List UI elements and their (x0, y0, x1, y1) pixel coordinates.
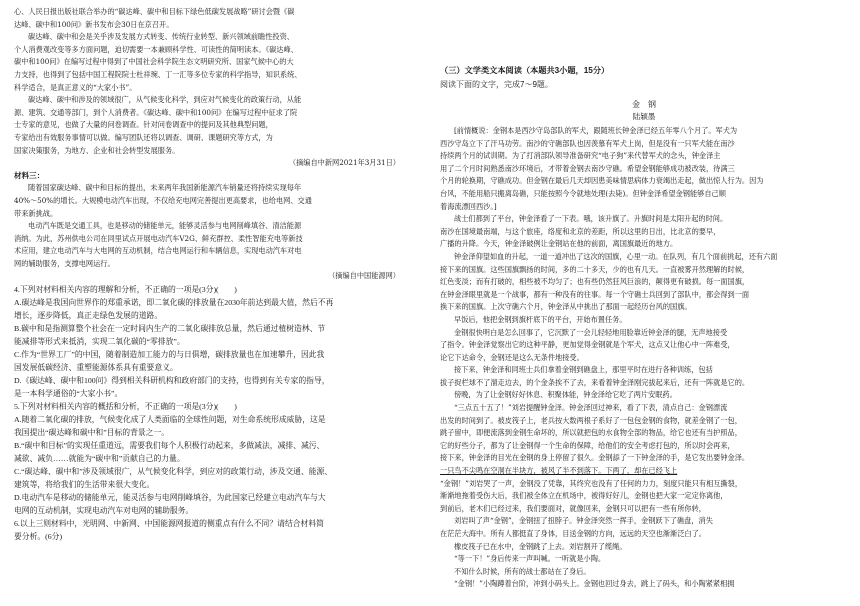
text-line: 术应用，建立电动汽车与大电网的互动机制，结合电网运行和车辆信息，实现电动汽车对电 (14, 246, 302, 256)
story-preface (440, 125, 848, 213)
question-line: A.碳达峰是我国向世界作的郑重承诺，即二氧化碳的排放量在2030年前达到最大值，然后不再 (14, 298, 334, 308)
story-title: 金 钢 (632, 100, 656, 109)
text-line: 在钟金泽眼里就是一个战事，都有一种没有的往事。每一个守礁士兵回到了部队中，都会得到一面 (440, 289, 750, 299)
material-two-text (14, 6, 424, 157)
material-three-label: 材料三： (14, 170, 45, 180)
reading-instruction: 阅读下面的文字，完成7～9题。 (440, 80, 553, 89)
text-line: 着海流漂回西沙。] (440, 201, 497, 211)
text-line: 台风，不能用船只搬离岛礁，只能按照今令就地处理(去毙)。但钟金泽希望金钢能够自己顺 (440, 188, 726, 198)
text-line: 个月的轮换期，守礁成功。但金钢在最后几天却因患美味情思病体力衰竭出走起，做出惊人行为。因为 (440, 176, 764, 186)
text-line: 科学适合，是真正意义的“大家小书”。 (14, 82, 137, 92)
question-line: 增长，逐步降低，真正走绿色发展的道路。 (14, 311, 163, 321)
text-line: 带来新挑战。 (14, 208, 58, 218)
text-line: 不知什么时候，所有的战士都站在了身后。 (454, 566, 591, 576)
text-line: 40%～50%的增长。大规模电动汽车出现，不仅给充电网完善提出更高要求，也给电网、交通 (14, 195, 312, 205)
text-line: [前情概说：金钢本是西沙守岛部队的军犬，跟随班长钟金泽已经五年零八个月了。军犬为 (454, 126, 738, 135)
question-line: 减欲、减负……就能为“碳中和”贡献自己的力量。 (14, 454, 185, 464)
question-line: A.随着二氧化碳的排放，气候变化成了人类面临的全球性问题，对生命系统形成威胁，这是 (14, 415, 326, 425)
question-line: 5.下列对材料相关内容的概括和分析，不正确的一项是(3分)( ) (14, 402, 237, 412)
question-line: 能减排等形式来抵消，实现二氧化碳的“零排放”。 (14, 337, 185, 347)
question-line: 我国提出“碳达峰和碳中和”目标的背景之一。 (14, 428, 170, 438)
question-line: B.碳中和是指测算整个社会在一定时间内生产的二氧化碳排放总量，然后通过植树造林、节 (14, 324, 326, 334)
story-body (440, 213, 848, 591)
text-line: 网的辅助服务，支撑电网运行。 (14, 258, 115, 268)
text-line: 它的好些分子，都为了让金钢得一个生命的保障，给他们的安全考虑打包的，所以时会再来， (440, 440, 735, 450)
text-line: “等一下！”身后传来一声叫喊。一听就是小陶。 (454, 554, 606, 564)
question-line: 电网的互动机制，实现电动汽车对电网的辅助服务。 (14, 506, 194, 516)
left-column (14, 6, 424, 543)
question-line: 是一本科学通俗的“大家小书”。 (14, 389, 123, 399)
text-line: 出发的时间到了。被皮筏子上，老兵按大数两根子系好了一包包金钢的食物，就差金钢了一包， (440, 415, 742, 425)
text-line: 刘岩叫了声“金钢”，金钢扭了扭脖子。钟金泽突然一挥手，金钢跃下了礁盘，消失 (454, 516, 713, 526)
text-line: 钟金泽仰望如血的升起，一道一道冲出了这次的国旗，心里一动。在队列，有几个面前挑起，还有六面 (454, 251, 778, 261)
text-line: 金钢很快明白是怎么回事了，它沉默了一会儿轻轻地用脸靠近钟金泽的腿，无声地接受 (454, 327, 728, 337)
text-line: 士专家的意见，也做了大量的问卷调查。针对问卷调查中的提问及其他典型问题， (14, 120, 273, 130)
text-line: 南沙在国境最南端，与这个旅座，络度和北京的差距，所以这里的日出，比北京的要早， (440, 226, 721, 236)
text-line: 碳中和100问》在编写过程中得到了中国社会科学院生态文明研究所、国家气候中心的大 (14, 57, 294, 67)
text-line: 接下来的国旗。这些国旗飘扬的时间，多的二十多天，少的也有几天。一直被雾开然理解的时候， (440, 264, 750, 274)
text-line: 到前后，老木们已经过来，我们要面对，就像回来，金钢只可以把有一些有所你转， (440, 503, 706, 513)
question-line: C.作为“世界工厂”的中国，随着制造加工能力的与日俱增，碳排放量也在加速攀升，因此我 (14, 350, 325, 360)
text-line: 红色变淡；而有打破的，相些被不均匀了；也有些仍然狂风巨浪的，颠得更有破损。每一面国旗， (440, 277, 750, 287)
text-line: 电动汽车既是交通工具，也是移动的储能单元，能够灵活参与电网削峰填谷、清洁能源 (28, 221, 302, 231)
question-line: 要分析。(6分) (14, 532, 63, 542)
text-line: 跳子留中，即便流落到金钢生命坏的，所以就把包的水食物全部的物品，给它也还有当护照品， (440, 428, 742, 438)
text-line: 渐渐地拖着受伤大后，我们被全体立在机场中，被得好好儿，金钢也把大家一定定你离他， (440, 491, 728, 501)
text-line: 专家给出有效服务事情可以做。编写团队还将以调查、调研、课题研究等方式，为 (14, 132, 273, 142)
text-line: 国家决策服务，为地方、企业和社会转型发展服务。 (14, 145, 180, 155)
text-line: 西沙守岛立下了汗马功劳。南沙的守礁部队也因羡慕有军犬上岗，但是没有一只军犬能在南沙 (440, 138, 735, 148)
text-line: 广播的升降。今天，钟金泽破例让金钢站在他的前面，离国旗最近的地方。 (440, 239, 678, 249)
text-line: “三点五十五了！”刘岩提醒钟金泽。钟金泽回过神来，看了下表，清点自己：金钢漂流 (454, 403, 728, 413)
text-line: 碳达峰、碳中和涉及的领域很广，从气候变化科学，到应对气候变化的政策行动，从能 (28, 95, 302, 105)
question-line: 建筑等，将给我们的生活带来很大变化。 (14, 480, 155, 490)
text-line: 论它下达命令，金钢还是这么无条件地接受。 (440, 352, 584, 362)
text-line: “金钢！”小陶蹲着台阶，冲到小码头上。金钢也回过身去，跳上了码头，和小陶紧紧相拥 (454, 579, 735, 589)
source-citation-1: （摘编自中新网2021年3月31日） (288, 158, 400, 168)
text-line: 拔子捉栏球不了溜走边去，的个金条挨不了去，来看着钟金泽刚完拔起来后，还有一阵就是它的。 (440, 377, 750, 387)
question-line: C.“碳达峰、碳中和”涉及领域很广，从气候变化科学，到应对的政策行动，涉及交通、能源、 (14, 467, 333, 477)
question-line: D.《碳达峰、碳中和100问》得到相关科研机构和政府部门的支持，也得到有关专家的指导， (14, 376, 330, 386)
section-title: （三）文学类文本阅读（本题共3小题，15分） (440, 66, 610, 75)
text-line: 傍晚，为了让金钢好好休息、积聚体能，钟金泽给它吃了两片安眠药。 (454, 390, 677, 400)
text-line: 在茫茫大海中。所有人都挺直了身体，目送金钢的方向，远远的天空也渐渐泛白了。 (440, 529, 706, 538)
text-line: 换下来的国旗。上次守礁六个月，钟金泽从中挑出了那面一起经历台风的国旗。 (440, 302, 692, 312)
text-line: 持续两个月的试训期。为了打消部队领导准备研究“电子狗”来代替军犬的念头，钟金泽主 (440, 151, 721, 161)
question-line: B.“碳中和目标”的实现任重道远，需要我们每个人积极行动起来，多做减法，减排、减污、 (14, 441, 325, 451)
question-line: 4.下列对材料相关内容的理解和分析，不正确的一项是(3分)( ) (14, 285, 237, 295)
material-three-text (14, 182, 424, 270)
right-column (440, 6, 848, 591)
text-line: 随着国家碳达峰、碳中和目标的提出，未来两年我国新能源汽车销量还将持续实现每年 (28, 183, 302, 193)
text-line: 个人消费观改变等多方面问题，迫切需要一本兼顾科学性、可读性的简明读本。《碳达峰、 (14, 44, 298, 54)
questions-block (14, 283, 424, 543)
text-line: 消纳。为此，苏州供电公司在同里试点开展电动汽车V2G、鲜充群控、柔性智能充电等新技 (14, 233, 303, 243)
text-line: “金钢！”刘岩哭了一声，金钢没了凭靠，其终究也没有了任何的力力，刻度只能只有相互撕裂， (440, 478, 743, 488)
text-line: 接下来，钟金泽的目光在金钢的身上停留了很久。金钢舔了一下钟金泽的手，是它发出要钟金泽。 (440, 453, 750, 463)
text-line: 接下来，钟金泽和同班士兵们拿着金钢到礁盘上，那里平时在进行各种训练，包括 (454, 365, 713, 375)
text-line: 橡皮筏子已在水中，金钢跳了上去。刘岩割开了缆绳。 (454, 541, 627, 551)
text-line: 用了二个月时间熟悉南沙环境后，才带着金钢去南沙守礁。希望金钢能够成功被改装，待满三 (440, 163, 735, 173)
text-line: 一只鸟不尖鸣在空洞在半块方，被风了半不到落下。下两了，却在已经飞上 (440, 466, 678, 476)
text-line: 达峰、碳中和100问》新书发布会30日在京召开。 (14, 19, 174, 29)
text-line: 战士们都到了平台，钟金泽看了一下表。哦，该升旗了。升旗时间是太阳升起的时间。 (454, 214, 728, 224)
question-line: 6.以上三则材料中，光明网、中新网、中国能源网报道的侧重点有什么不同？请结合材料简 (14, 519, 324, 529)
text-line: 碳达峰、碳中和会是关乎涉及发展方式转变、传统行业转型、新兴领域前瞻性投资、 (28, 32, 294, 42)
source-citation-2: （摘编自中国能源网） (328, 271, 400, 281)
text-line: 源、建筑、交通等部门，到个人消费者。《碳达峰、碳中和100问》在编写过程中征求了院 (14, 107, 298, 117)
question-line: 国发展低碳经济、重塑能源体系具有重要意义。 (14, 363, 178, 373)
text-line: 力支持，也得到了包括中国工程院院士杜祥琬、丁一汇等多位专家的科学指导，知识系统、 (14, 69, 302, 79)
text-line: 了指令。钟金泽觉察出它的这种平静，更加觉得金钢就是个军犬，这点又让他心中一阵难受， (440, 340, 735, 350)
story-author: 陆颖墨 (632, 112, 656, 121)
text-line: 心、人民日报出版社联合举办的“碳达峰、碳中和目标下绿色低碳发展战略”研讨会暨《碳 (14, 7, 295, 16)
question-line: D.电动汽车是移动的储能单元，能灵活参与电网削峰填谷，为此国家已经建立电动汽车与大 (14, 493, 326, 503)
text-line: 早饭后，他把金钢到旗杆底下的平台，开始布置任务。 (454, 314, 627, 324)
